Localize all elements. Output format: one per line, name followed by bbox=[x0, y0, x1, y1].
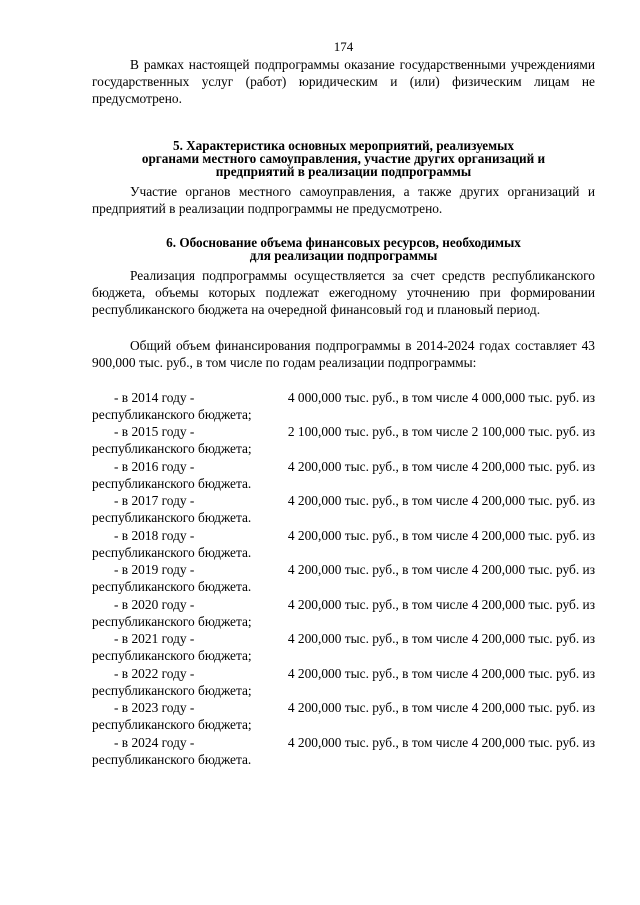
section-5-paragraph: Участие органов местного самоуправления, а также других организаций и предприятий в реализации подпрограммы не предусмотрено. bbox=[92, 184, 595, 217]
funding-item bbox=[92, 734, 595, 768]
funding-item-amount: 4 200,000 тыс. руб., в том числе 4 200,000 тыс. руб. из bbox=[287, 735, 595, 750]
section-5-heading bbox=[92, 139, 595, 178]
funding-item-year: - в 2015 году - bbox=[114, 424, 195, 439]
funding-item-year: - в 2019 году - bbox=[114, 562, 195, 577]
funding-item-year: - в 2020 году - bbox=[114, 597, 195, 612]
funding-item-year: - в 2016 году - bbox=[114, 459, 195, 474]
funding-item-source: республиканского бюджета. bbox=[92, 545, 252, 561]
section-6-paragraph-1: Реализация подпрограммы осуществляется за счет средств республиканского бюджета, объемы которых подлежат ежегодному уточнению при формировании республиканского бюджета на очередной финансовый год и плановый период. bbox=[92, 268, 595, 318]
funding-item-source: республиканского бюджета; bbox=[92, 614, 252, 630]
funding-item-amount: 4 200,000 тыс. руб., в том числе 4 200,000 тыс. руб. из bbox=[287, 700, 595, 715]
section-6-heading-line-2: для реализации подпрограммы bbox=[249, 248, 438, 263]
funding-item-amount: 4 200,000 тыс. руб., в том числе 4 200,000 тыс. руб. из bbox=[287, 597, 595, 612]
funding-item bbox=[92, 596, 595, 630]
funding-item bbox=[92, 389, 595, 423]
intro-paragraph: В рамках настоящей подпрограммы оказание государственными учреждениями государственных услуг (работ) юридическим и (или) физическим лицам не предусмотрено. bbox=[92, 57, 595, 107]
section-5-heading-line-1: 5. Характеристика основных мероприятий, реализуемых bbox=[172, 138, 515, 153]
funding-item-year: - в 2018 году - bbox=[114, 528, 195, 543]
funding-item-year: - в 2023 году - bbox=[114, 700, 195, 715]
funding-item bbox=[92, 699, 595, 733]
funding-item-amount: 2 100,000 тыс. руб., в том числе 2 100,000 тыс. руб. из bbox=[287, 424, 595, 439]
funding-item-amount: 4 200,000 тыс. руб., в том числе 4 200,000 тыс. руб. из bbox=[287, 631, 595, 646]
funding-item bbox=[92, 458, 595, 492]
funding-item-source: республиканского бюджета; bbox=[92, 683, 252, 699]
funding-item-source: республиканского бюджета; bbox=[92, 407, 252, 423]
funding-item-source: республиканского бюджета. bbox=[92, 510, 252, 526]
funding-item-source: республиканского бюджета; bbox=[92, 441, 252, 457]
funding-item-year: - в 2022 году - bbox=[114, 666, 195, 681]
funding-item-year: - в 2021 году - bbox=[114, 631, 195, 646]
funding-item-source: республиканского бюджета. bbox=[92, 476, 252, 492]
funding-item-year: - в 2014 году - bbox=[114, 390, 195, 405]
funding-item-year: - в 2024 году - bbox=[114, 735, 195, 750]
funding-item-amount: 4 200,000 тыс. руб., в том числе 4 200,000 тыс. руб. из bbox=[287, 459, 595, 474]
funding-item-amount: 4 200,000 тыс. руб., в том числе 4 200,000 тыс. руб. из bbox=[287, 562, 595, 577]
funding-item-source: республиканского бюджета. bbox=[92, 579, 252, 595]
section-6-paragraph-2: Общий объем финансирования подпрограммы в 2014-2024 годах составляет 43 900,000 тыс. руб., в том числе по годам реализации подпрограммы: bbox=[92, 338, 595, 371]
funding-item-source: республиканского бюджета; bbox=[92, 717, 252, 733]
funding-item-year: - в 2017 году - bbox=[114, 493, 195, 508]
funding-item bbox=[92, 561, 595, 595]
funding-item bbox=[92, 423, 595, 457]
section-6-heading-line-1: 6. Обоснование объема финансовых ресурсов, необходимых bbox=[166, 235, 521, 250]
funding-item-amount: 4 000,000 тыс. руб., в том числе 4 000,000 тыс. руб. из bbox=[287, 390, 595, 405]
funding-item bbox=[92, 630, 595, 664]
funding-item bbox=[92, 665, 595, 699]
section-5-heading-line-2: органами местного самоуправления, участие других организаций и bbox=[141, 151, 546, 166]
funding-item bbox=[92, 527, 595, 561]
funding-item bbox=[92, 492, 595, 526]
page-number: 174 bbox=[333, 39, 354, 54]
funding-item-source: республиканского бюджета. bbox=[92, 752, 252, 768]
funding-item-amount: 4 200,000 тыс. руб., в том числе 4 200,000 тыс. руб. из bbox=[287, 493, 595, 508]
section-6-heading bbox=[92, 236, 595, 262]
funding-item-source: республиканского бюджета; bbox=[92, 648, 252, 664]
funding-item-amount: 4 200,000 тыс. руб., в том числе 4 200,000 тыс. руб. из bbox=[287, 666, 595, 681]
section-5-heading-line-3: предприятий в реализации подпрограммы bbox=[215, 164, 472, 179]
funding-item-amount: 4 200,000 тыс. руб., в том числе 4 200,000 тыс. руб. из bbox=[287, 528, 595, 543]
